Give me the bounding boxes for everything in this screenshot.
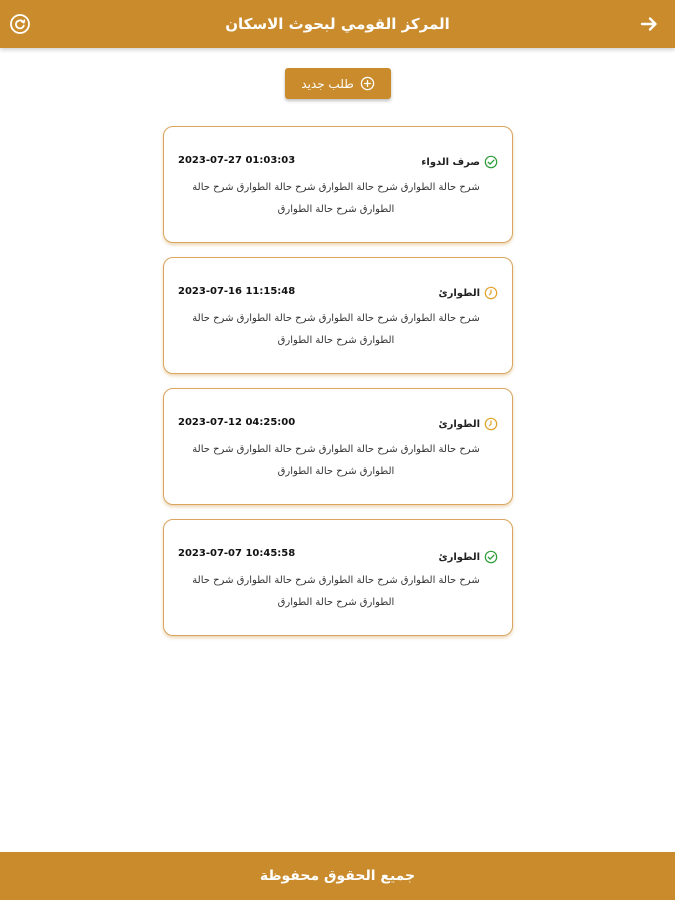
request-card[interactable] <box>163 126 513 243</box>
clock-icon <box>484 286 498 300</box>
footer-copyright: جميع الحقوق محفوظة <box>0 852 675 900</box>
request-type-label: صرف الدواء <box>421 156 480 168</box>
arrow-right-icon <box>639 14 659 34</box>
request-type-label: الطوارئ <box>438 551 480 563</box>
request-description: شرح حالة الطوارق شرح حالة الطوارق شرح حالة الطوارق شرح حالة الطوارق شرح حالة الطوارق <box>192 444 480 477</box>
request-type-label: الطوارئ <box>438 287 480 299</box>
request-description: شرح حالة الطوارق شرح حالة الطوارق شرح حالة الطوارق شرح حالة الطوارق شرح حالة الطوارق <box>192 313 480 346</box>
check-circle-icon <box>484 155 498 169</box>
request-datetime: 2023-07-07 10:45:58 <box>178 548 296 559</box>
clock-icon <box>484 417 498 431</box>
plus-circle-icon <box>360 76 375 91</box>
request-description: شرح حالة الطوارق شرح حالة الطوارق شرح حالة الطوارق شرح حالة الطوارق شرح حالة الطوارق <box>192 575 480 608</box>
page-title: المركز القومي لبحوث الاسكان <box>225 15 450 33</box>
request-type-label: الطوارئ <box>438 418 480 430</box>
request-card[interactable] <box>163 388 513 505</box>
request-type <box>421 155 498 169</box>
refresh-button[interactable] <box>8 12 32 36</box>
request-card[interactable] <box>163 257 513 374</box>
refresh-icon <box>9 13 31 35</box>
request-type <box>438 286 498 300</box>
new-request-button[interactable] <box>285 68 391 99</box>
request-datetime: 2023-07-12 04:25:00 <box>178 417 296 428</box>
check-circle-icon <box>484 550 498 564</box>
request-datetime: 2023-07-16 11:15:48 <box>178 286 296 297</box>
request-type <box>438 417 498 431</box>
request-type <box>438 550 498 564</box>
request-description: شرح حالة الطوارق شرح حالة الطوارق شرح حالة الطوارق شرح حالة الطوارق شرح حالة الطوارق <box>192 182 480 215</box>
app-header <box>0 0 675 48</box>
new-request-label: طلب جديد <box>301 76 354 91</box>
request-datetime: 2023-07-27 01:03:03 <box>178 155 296 166</box>
back-button[interactable] <box>637 12 661 36</box>
request-card[interactable] <box>163 519 513 636</box>
